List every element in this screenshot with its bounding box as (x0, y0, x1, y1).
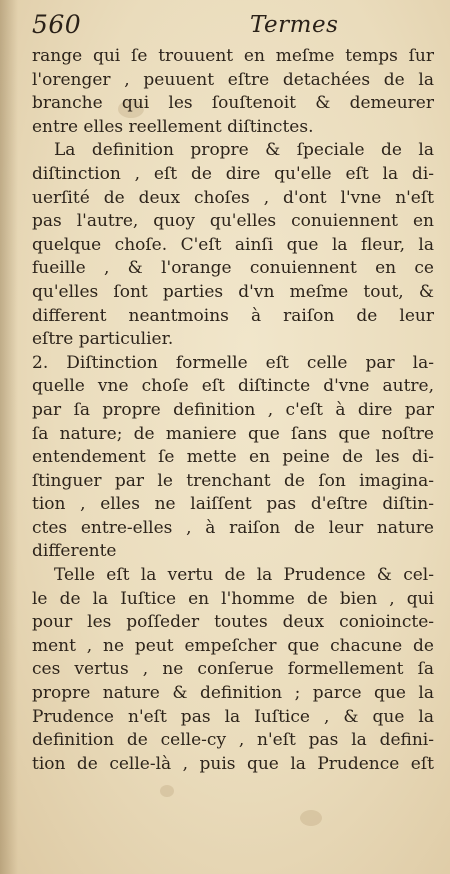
text-line: qu'elles ſont parties d'vn meſme tout, & (32, 281, 434, 302)
text-line: ſtinguer par le trenchant de ſon imagina- (32, 470, 434, 491)
text-line: quelque choſe. C'eſt ainſi que la fleur, la (32, 234, 434, 255)
text-line: ment , ne peut empeſcher que chacune de (32, 635, 434, 656)
text-line: quelle vne choſe eſt diſtincte d'vne autre, (32, 376, 434, 397)
text-line: diſtinction , eſt de dire qu'elle eſt la di- (32, 163, 434, 184)
text-line: definition de celle-cy , n'eſt pas la defini- (32, 730, 434, 751)
text-line: Telle eſt la vertu de la Prudence & cel- (54, 565, 434, 586)
text-line: ctes entre-elles , à raiſon de leur nature (32, 517, 434, 538)
text-line: differente (32, 541, 117, 562)
body-text (32, 45, 434, 776)
text-line: le de la Iuſtice en l'homme de bien , qui (32, 588, 434, 609)
text-line: tion , elles ne laiſſent pas d'eſtre diſtin- (32, 494, 434, 515)
text-line: par ſa propre definition , c'eſt à dire par (32, 399, 434, 420)
text-line: fueille , & l'orange conuiennent en ce (32, 258, 434, 279)
paper-stain (160, 785, 174, 797)
paper-stain (300, 810, 322, 826)
text-line: ſa nature; de maniere que ſans que noſtre (32, 423, 434, 444)
running-title: Termes (250, 12, 339, 38)
text-line: eſtre particulier. (32, 329, 174, 350)
text-line: l'orenger , peuuent eſtre detachées de la (32, 69, 434, 90)
text-line: ces vertus , ne conſerue formellement ſa (32, 659, 434, 680)
text-line: 2. Diſtinction formelle eſt celle par la- (32, 352, 434, 373)
text-line: La definition propre & ſpeciale de la (54, 140, 434, 161)
text-line: tion de celle-là , puis que la Prudence eſt (32, 753, 434, 774)
text-line: entre elles reellement diſtinctes. (32, 116, 314, 137)
running-head (32, 10, 432, 44)
text-line: uerſité de deux choſes , d'ont l'vne n'eſt (32, 187, 434, 208)
text-line: entendement ſe mette en peine de les di- (32, 447, 434, 468)
text-line: branche qui les ſouſtenoit & demeurer (32, 93, 434, 114)
text-line: range qui ſe trouuent en meſme temps ſur (32, 46, 434, 66)
text-line: propre nature & definition ; parce que la (32, 683, 434, 704)
text-line: pas l'autre, quoy qu'elles conuiennent en (32, 211, 434, 232)
text-line: Prudence n'eſt pas la Iuſtice , & que la (32, 706, 434, 727)
text-line: pour les poſſeder toutes deux conioincte- (32, 612, 434, 633)
page-number: 560 (32, 10, 82, 39)
text-line: different neantmoins à raiſon de leur (32, 305, 434, 326)
